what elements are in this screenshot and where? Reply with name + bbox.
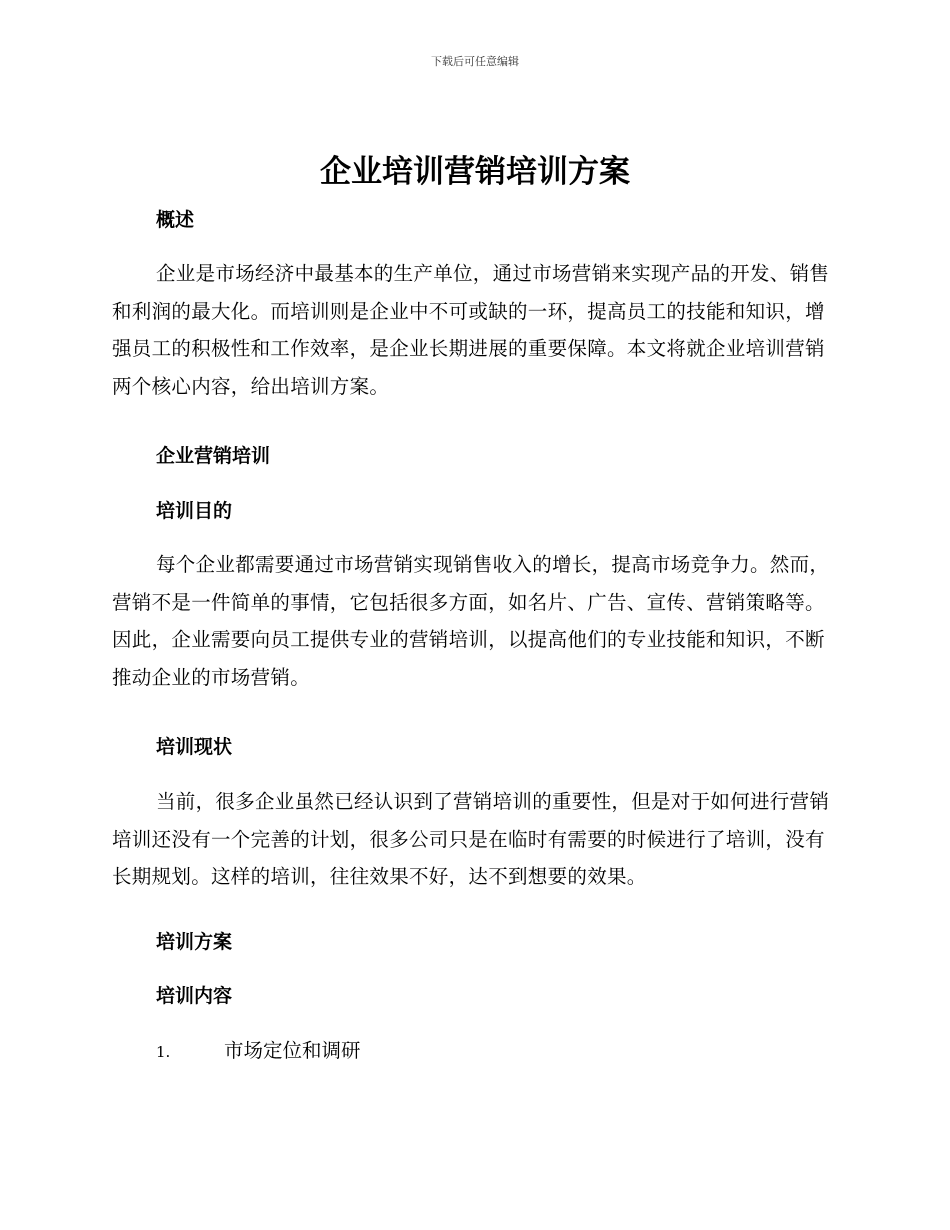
heading-overview: 概述 bbox=[156, 209, 195, 231]
heading-training-status: 培训现状 bbox=[156, 736, 233, 758]
heading-marketing-training: 企业营销培训 bbox=[156, 445, 271, 467]
heading-training-plan: 培训方案 bbox=[156, 931, 233, 953]
document-title: 企业培训营销培训方案 bbox=[320, 154, 630, 190]
page-header: 下载后可任意编辑 bbox=[431, 55, 519, 68]
heading-training-purpose: 培训目的 bbox=[156, 500, 233, 522]
list-item-text: 市场定位和调研 bbox=[224, 1039, 361, 1062]
paragraph-training-status: 当前，很多企业虽然已经认识到了营销培训的重要性，但是对于如何进行营销培训还没有一个完善的计划，很多公司只是在临时有需要的时候进行了培训，没有长期规划。这样的培训，往往效果不好，达不到想要的效果。 bbox=[112, 790, 830, 888]
list-item-number: 1. bbox=[156, 1043, 171, 1061]
list-item bbox=[156, 1036, 361, 1067]
heading-training-content: 培训内容 bbox=[156, 985, 233, 1007]
paragraph-training-purpose: 每个企业都需要通过市场营销实现销售收入的增长，提高市场竞争力。然而，营销不是一件简单的事情，它包括很多方面，如名片、广告、宣传、营销策略等。因此，企业需要向员工提供专业的营销培训，以提高他们的专业技能和知识，不断推动企业的市场营销。 bbox=[112, 553, 830, 689]
paragraph-overview: 企业是市场经济中最基本的生产单位，通过市场营销来实现产品的开发、销售和利润的最大化。而培训则是企业中不可或缺的一环，提高员工的技能和知识，增强员工的积极性和工作效率，是企业长期进展的重要保障。本文将就企业培训营销两个核心内容，给出培训方案。 bbox=[112, 262, 830, 398]
